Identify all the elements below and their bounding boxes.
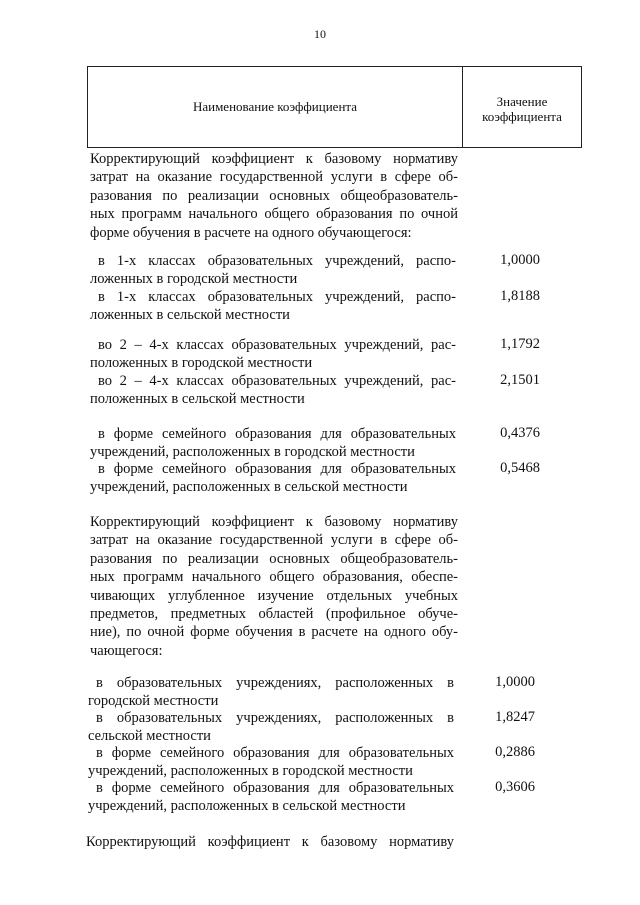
section1-line: форме обучения в расчете на одного обучающегося: — [90, 224, 412, 241]
section1-line: ных программ начального общего образования по очной — [90, 206, 458, 223]
list-item: в форме семейного образования для образовательных учреждений, расположенных в сельской местности — [88, 780, 454, 815]
section1-line: разования по реализации основных общеобразователь- — [90, 187, 458, 204]
section3-line: Корректирующий коэффициент к базовому нормативу — [86, 834, 454, 850]
coefficient-value: 1,0000 — [495, 674, 535, 690]
list-item: в форме семейного образования для образовательных учреждений, расположенных в городской местности — [90, 426, 456, 461]
list-item: в образовательных учреждениях, расположенных в городской местности — [88, 675, 454, 710]
section2-line: ние), по очной форме обучения в расчете на одного обу- — [90, 624, 458, 641]
list-item: в форме семейного образования для образовательных учреждений, расположенных в сельской местности — [90, 461, 456, 496]
section2-line: чивающих углубленное изучение отдельных учебных — [90, 587, 458, 604]
section2-line: разования по реализации основных общеобразователь- — [90, 550, 458, 567]
header-value-line1: Значение — [496, 94, 548, 109]
coefficient-value: 1,8247 — [495, 709, 535, 725]
list-item: в 1-х классах образовательных учреждений, распо- ложенных в городской местности — [90, 253, 456, 288]
section2-line: ных программ начального общего образования, обеспе- — [90, 569, 458, 586]
list-item: в образовательных учреждениях, расположенных в сельской местности — [88, 710, 454, 745]
section1-line: затрат на оказание государственной услуги в сфере об- — [90, 169, 458, 186]
section2-line: затрат на оказание государственной услуги в сфере об- — [90, 532, 458, 549]
section2-paragraph — [90, 513, 458, 660]
section2-line: Корректирующий коэффициент к базовому нормативу — [90, 514, 458, 530]
list-item: в форме семейного образования для образовательных учреждений, расположенных в городской местности — [88, 745, 454, 780]
header-value-column — [463, 67, 581, 147]
list-item: во 2 – 4-х классах образовательных учреждений, рас- положенных в сельской местности — [90, 373, 456, 408]
section1-line: Корректирующий коэффициент к базовому нормативу — [90, 151, 458, 167]
header-value-line2: коэффициента — [482, 109, 562, 124]
section3-paragraph — [86, 833, 454, 851]
list-item: во 2 – 4-х классах образовательных учреждений, рас- положенных в городской местности — [90, 337, 456, 372]
header-name-column: Наименование коэффициента — [88, 67, 463, 147]
coefficient-value: 1,1792 — [500, 336, 540, 352]
coefficient-value: 0,2886 — [495, 744, 535, 760]
coefficient-value: 0,3606 — [495, 779, 535, 795]
table-header — [87, 66, 582, 148]
coefficient-value: 2,1501 — [500, 372, 540, 388]
coefficient-value: 0,4376 — [500, 425, 540, 441]
list-item: в 1-х классах образовательных учреждений, распо- ложенных в сельской местности — [90, 289, 456, 324]
coefficient-value: 1,8188 — [500, 288, 540, 304]
section1-paragraph — [90, 150, 458, 242]
section2-line: чающегося: — [90, 642, 163, 659]
coefficient-value: 0,5468 — [500, 460, 540, 476]
page-number: 10 — [314, 27, 326, 41]
section2-line: предметов, предметных областей (профильное обуче- — [90, 606, 458, 623]
coefficient-value: 1,0000 — [500, 252, 540, 268]
